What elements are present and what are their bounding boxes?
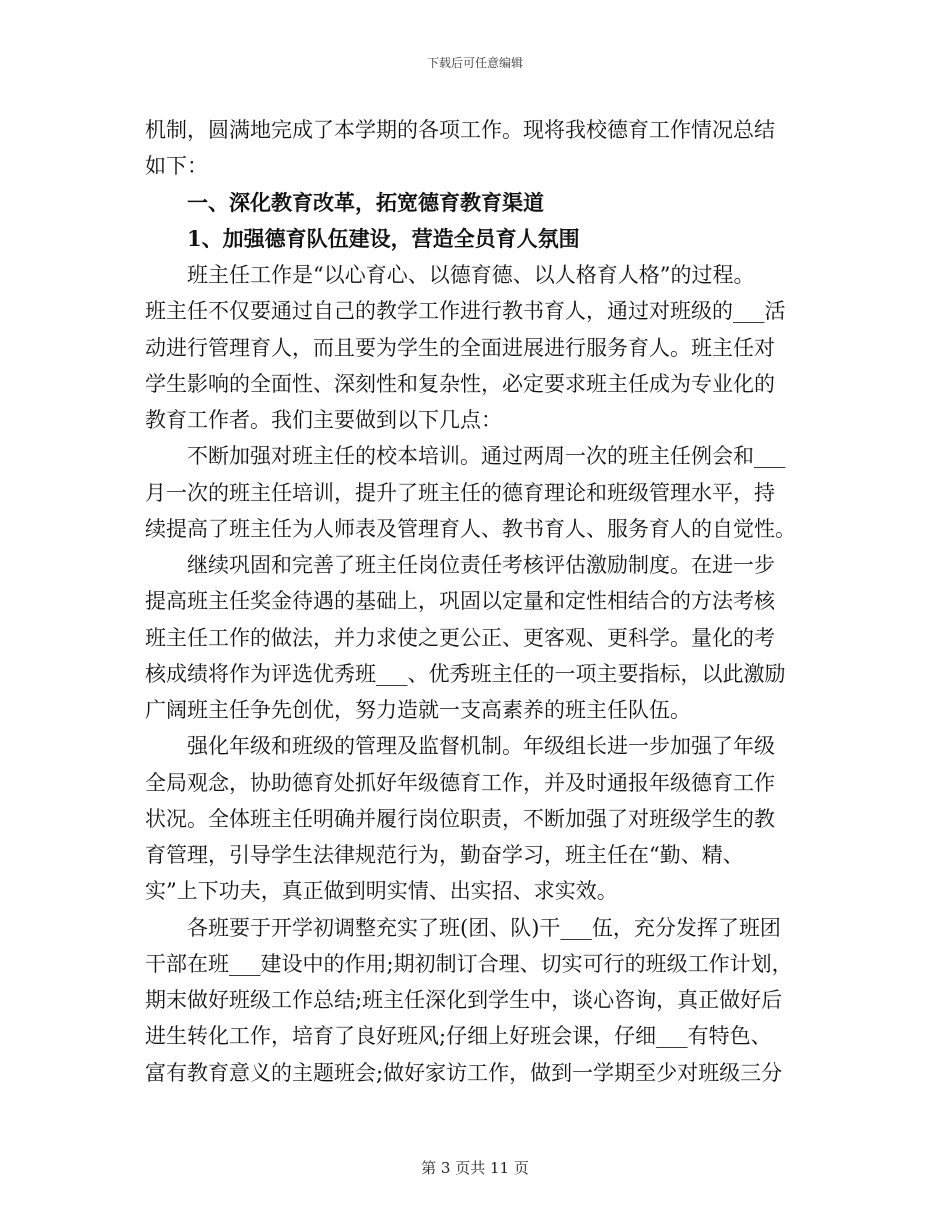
- text-line: 继续巩固和完善了班主任岗位责任考核评估激励制度。在进一步: [187, 553, 775, 577]
- document-body: [145, 112, 810, 1091]
- text-line: 学生影响的全面性、深刻性和复杂性，必定要求班主任成为专业化的: [145, 371, 775, 396]
- text-line: 核成绩将作为评选优秀班___、优秀班主任的一项主要指标，以此激励: [145, 661, 786, 686]
- text-line: 育管理，引导学生法律规范行为，勤奋学习，班主任在“勤、精、: [145, 843, 744, 867]
- text-line: 月一次的班主任培训，提升了班主任的德育理论和班级管理水平，持: [145, 480, 775, 505]
- section-heading-line: 1、加强德育队伍建设，营造全员育人氛围: [187, 225, 580, 251]
- text-line: 富有教育意义的主题班会;做好家访工作，做到一学期至少对班级三分: [145, 1060, 783, 1085]
- text-line: 全局观念，协助德育处抓好年级德育工作，并及时通报年级德育工作: [145, 770, 775, 795]
- text-line: 干部在班___建设中的作用;期初制订合理、切实可行的班级工作计划，: [145, 951, 793, 976]
- text-line: 期末做好班级工作总结;班主任深化到学生中，谈心咨询，真正做好后: [145, 988, 783, 1012]
- text-line: 班主任工作是“以心育心、以德育德、以人格育人格”的过程。: [187, 263, 755, 287]
- text-line: 实”上下功夫，真正做到明实情、出实招、求实效。: [145, 879, 618, 904]
- page-number-footer: 第 3 页共 11 页: [421, 1159, 529, 1177]
- text-line: 教育工作者。我们主要做到以下几点：: [145, 408, 502, 432]
- section-heading-line: 一、深化教育改革，拓宽德育教育渠道: [187, 189, 544, 215]
- text-line: 广阔班主任争先创优，努力造就一支高素养的班主任队伍。: [145, 698, 691, 722]
- text-line: 状况。全体班主任明确并履行岗位职责，不断加强了对班级学生的教: [145, 806, 775, 831]
- text-line: 强化年级和班级的管理及监督机制。年级组长进一步加强了年级: [187, 734, 775, 759]
- text-line: 动进行管理育人，而且要为学生的全面进展进行服务育人。班主任对: [145, 335, 775, 360]
- text-line: 如下：: [145, 154, 208, 179]
- text-line: 班主任工作的做法，并力求使之更公正、更客观、更科学。量化的考: [145, 625, 775, 650]
- text-line: 机制，圆满地完成了本学期的各项工作。现将我校德育工作情况总结: [145, 118, 775, 142]
- text-line: 各班要于开学初调整充实了班(团、队)干___伍，充分发挥了班团: [187, 915, 781, 940]
- page-header-note: 下载后可任意编辑: [426, 56, 523, 70]
- text-line: 提高班主任奖金待遇的基础上，巩固以定量和定性相结合的方法考核: [145, 589, 775, 614]
- text-line: 进生转化工作，培育了良好班风;仔细上好班会课，仔细___有特色、: [145, 1024, 772, 1049]
- text-line: 不断加强对班主任的校本培训。通过两周一次的班主任例会和___: [187, 444, 786, 469]
- text-line: 续提高了班主任为人师表及管理育人、教书育人、服务育人的自觉性。: [145, 516, 796, 541]
- text-line: 班主任不仅要通过自己的教学工作进行教书育人，通过对班级的___活: [145, 299, 786, 324]
